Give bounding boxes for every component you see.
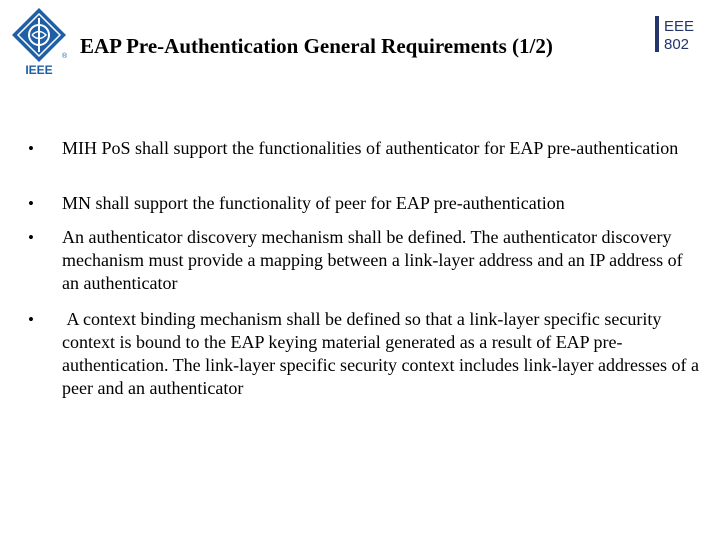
bullet-text: An authenticator discovery mechanism shall be defined. The authenticator discovery mechanism must provide a mapping between a link-layer address and an IP address of an authenticator <box>62 227 683 293</box>
bullet-marker: • <box>28 228 34 247</box>
ieee-logo-text: IEEE <box>25 63 53 76</box>
bullet-text: A context binding mechanism shall be defined so that a link-layer specific security context is bound to the EAP keying material generated as a result of EAP pre-authentication. The link-layer specific security context includes link-layer addresses of a peer and an authenticator <box>62 309 704 398</box>
bullet-text: MN shall support the functionality of peer for EAP pre-authentication <box>62 193 565 213</box>
svg-text:®: ® <box>62 53 68 60</box>
ieee-802-logo-bottom: 802 <box>664 36 690 53</box>
bullet-marker: • <box>28 310 34 329</box>
slide-title: EAP Pre-Authentication General Requirements (1/2) <box>80 34 553 58</box>
bullet-text: MIH PoS shall support the functionalities of authenticator for EAP pre-authentication <box>62 138 679 158</box>
bullet-marker: • <box>28 139 34 158</box>
ieee-802-logo-top: EEE <box>664 18 695 35</box>
bullet-marker: • <box>28 194 34 213</box>
